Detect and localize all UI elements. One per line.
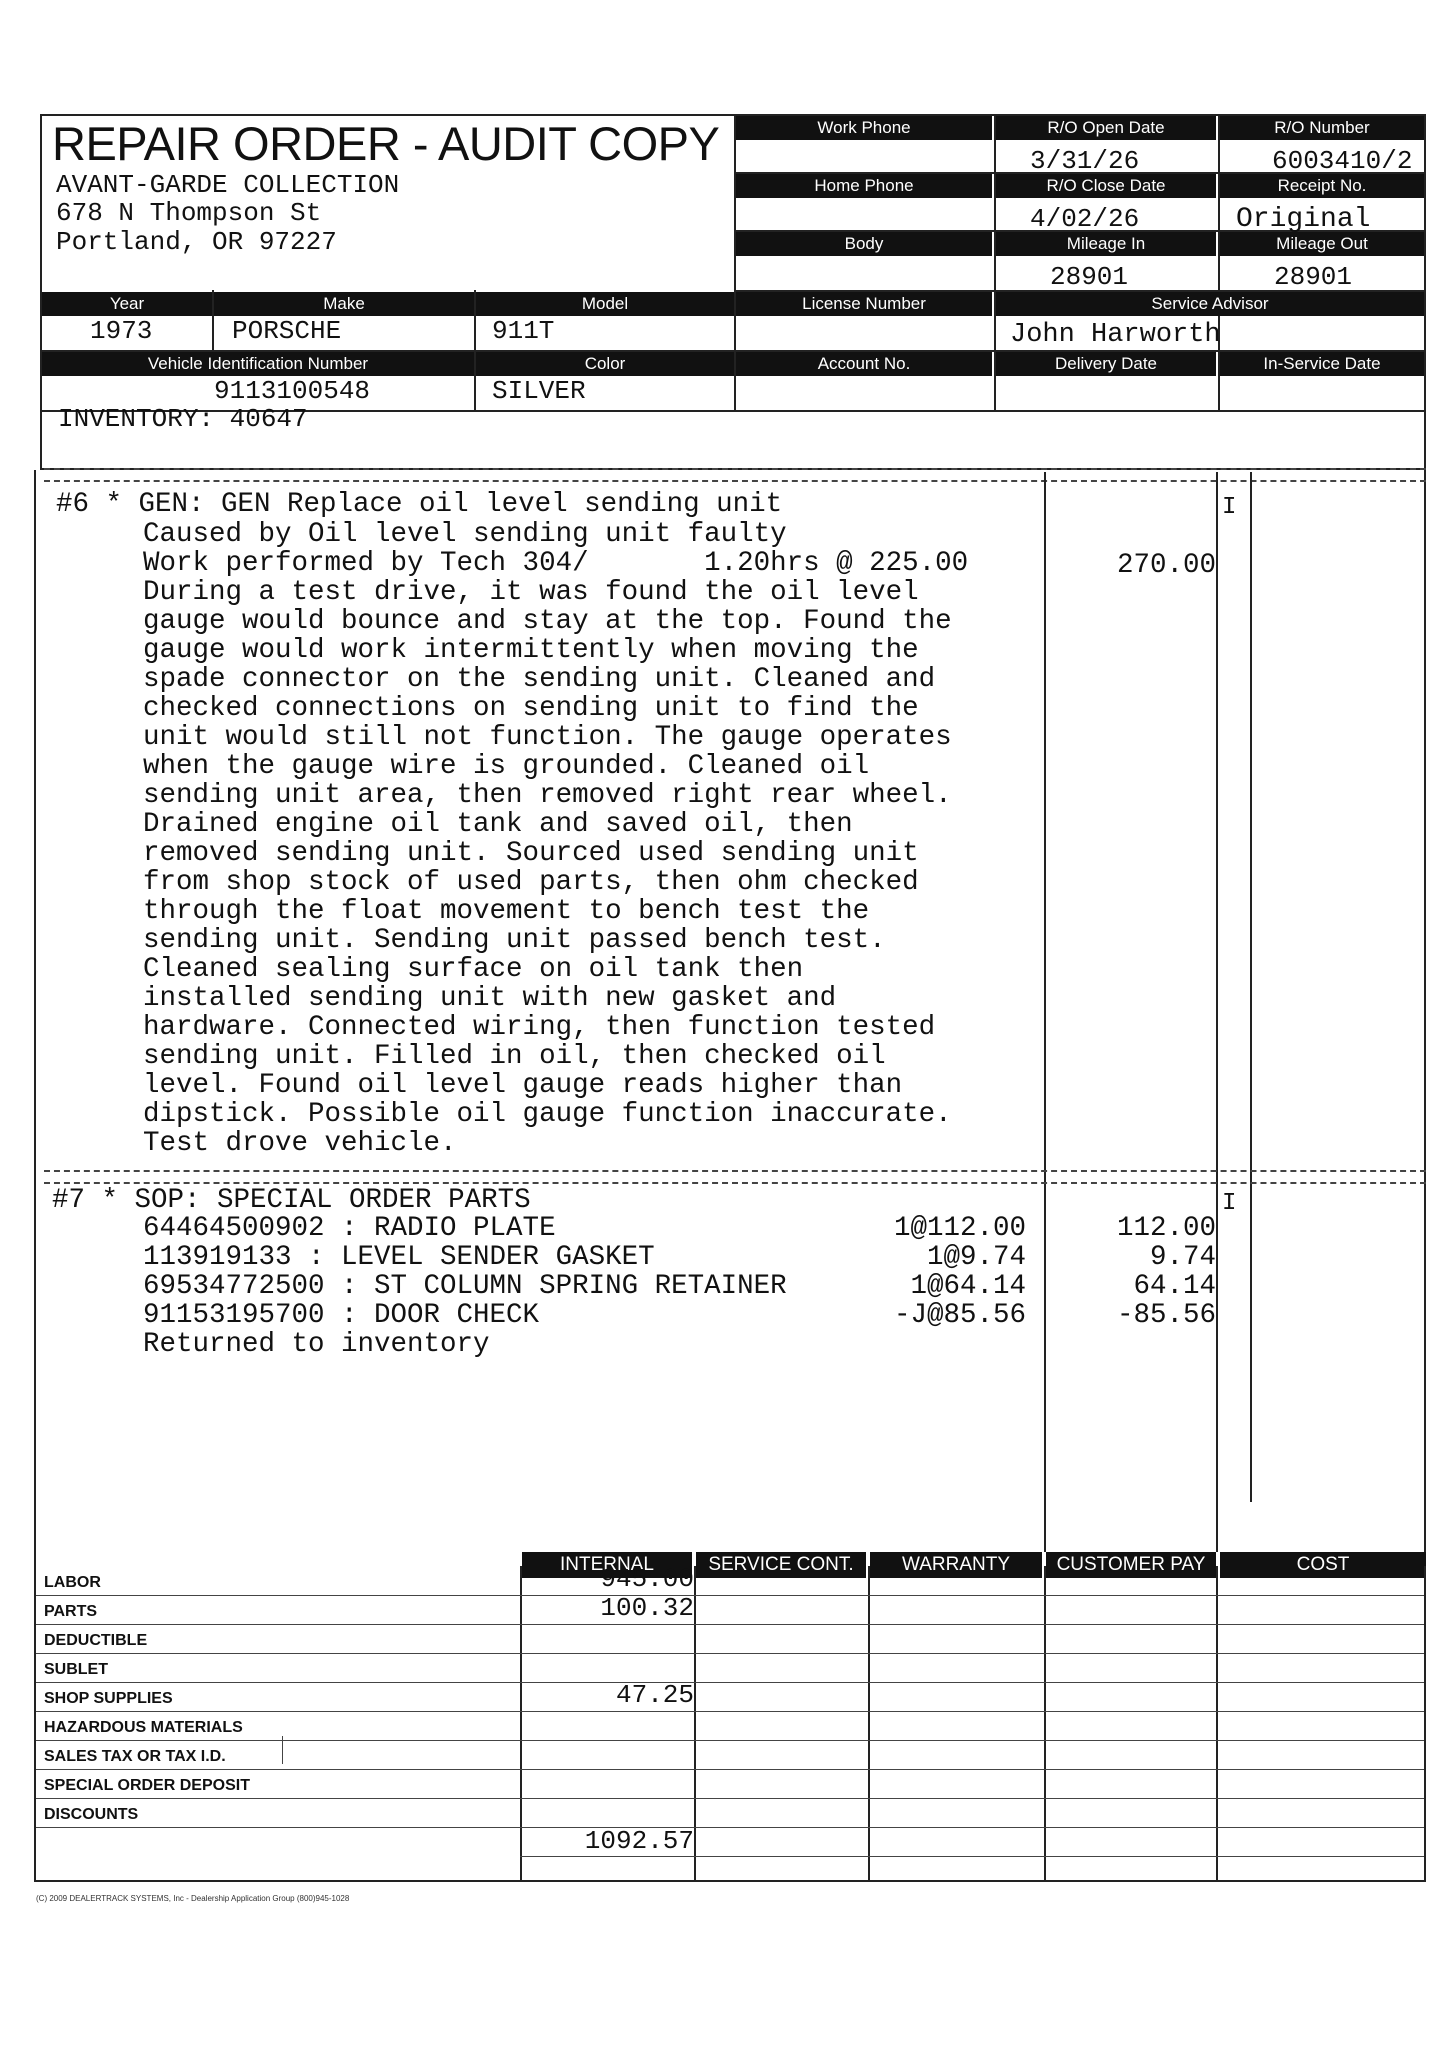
line6-text-line: when the gauge wire is grounded. Cleaned oil (143, 751, 870, 782)
dealer-city: Portland, OR 97227 (56, 227, 337, 257)
col-warranty: WARRANTY (870, 1552, 1042, 1578)
open-date-label: R/O Open Date (996, 116, 1216, 140)
open-date: 3/31/26 (1030, 146, 1140, 176)
color-label: Color (476, 352, 734, 376)
line7-flag: I (1222, 1190, 1237, 1217)
line6-text-line: sending unit. Sending unit passed bench test. (143, 925, 886, 956)
line6-flag: I (1222, 494, 1237, 521)
line7-note: Returned to inventory (143, 1329, 490, 1360)
line6-text-line: removed sending unit. Sourced used sending unit (143, 838, 919, 869)
totals-row-label: LABOR (44, 1574, 101, 1591)
part-amount: -85.56 (1116, 1300, 1216, 1331)
line6-text-line: gauge would work intermittently when moving the (143, 635, 919, 666)
close-date: 4/02/26 (1030, 204, 1140, 234)
totals-row-internal: 100.32 (600, 1593, 694, 1623)
license-label: License Number (736, 292, 992, 316)
totals-row-label: PARTS (44, 1603, 98, 1620)
work-phone-label: Work Phone (736, 116, 992, 140)
mileage-in-label: Mileage In (996, 232, 1216, 256)
totals-row-label: DISCOUNTS (44, 1806, 139, 1823)
totals-row-label: SPECIAL ORDER DEPOSIT (44, 1777, 250, 1794)
receipt-label: Receipt No. (1220, 174, 1424, 198)
home-phone-label: Home Phone (736, 174, 992, 198)
line6-text-line: dipstick. Possible oil gauge function inaccurate. (143, 1099, 952, 1130)
part-qty-price: 1@9.74 (926, 1242, 1026, 1273)
make-label: Make (214, 292, 474, 316)
line6-text-line: spade connector on the sending unit. Cleaned and (143, 664, 936, 695)
in-service-label: In-Service Date (1220, 352, 1424, 376)
model-label: Model (476, 292, 734, 316)
line6-text-line: sending unit area, then removed right rear wheel. (143, 780, 952, 811)
col-service-cont: SERVICE CONT. (696, 1552, 866, 1578)
dealer-street: 678 N Thompson St (56, 198, 322, 228)
part-amount: 64.14 (1133, 1271, 1216, 1302)
ro-number-label: R/O Number (1220, 116, 1424, 140)
part-description: 64464500902 : RADIO PLATE (143, 1213, 556, 1244)
line6-text-line: Work performed by Tech 304/ 1.20hrs @ 225.00 (143, 548, 969, 579)
line6-text-line: checked connections on sending unit to find the (143, 693, 919, 724)
line6-text-line: hardware. Connected wiring, then function tested (143, 1012, 936, 1043)
totals-row-label: SHOP SUPPLIES (44, 1690, 173, 1707)
part-amount: 9.74 (1149, 1242, 1216, 1273)
line6-text-line: Caused by Oil level sending unit faulty (143, 519, 787, 550)
delivery-label: Delivery Date (996, 352, 1216, 376)
line6-text-line: Test drove vehicle. (143, 1128, 457, 1159)
line6-text-line: gauge would bounce and stay at the top. Found the (143, 606, 952, 637)
mileage-out: 28901 (1274, 262, 1353, 292)
part-qty-price: 1@112.00 (893, 1213, 1026, 1244)
part-qty-price: -J@85.56 (893, 1300, 1026, 1331)
mileage-out-label: Mileage Out (1220, 232, 1424, 256)
part-description: 91153195700 : DOOR CHECK (143, 1300, 540, 1331)
totals-row-label: DEDUCTIBLE (44, 1632, 148, 1649)
dealer-name: AVANT-GARDE COLLECTION (56, 170, 400, 200)
vin: 9113100548 (214, 376, 371, 406)
line6-text-line: Cleaned sealing surface on oil tank then (143, 954, 804, 985)
line6-text-line: sending unit. Filled in oil, then checked oil (143, 1041, 886, 1072)
totals-row-label: SALES TAX OR TAX I.D. (44, 1748, 226, 1765)
line6-text-line: level. Found oil level gauge reads higher than (143, 1070, 903, 1101)
totals-row-label: HAZARDOUS MATERIALS (44, 1719, 243, 1736)
advisor-label: Service Advisor (996, 292, 1424, 316)
line6-text-line: installed sending unit with new gasket and (143, 983, 837, 1014)
vin-label: Vehicle Identification Number (42, 352, 474, 376)
inventory: INVENTORY: 40647 (58, 404, 308, 434)
col-cost: COST (1220, 1552, 1426, 1578)
part-description: 113919133 : LEVEL SENDER GASKET (143, 1242, 655, 1273)
line6-title: #6 * GEN: GEN Replace oil level sending unit (56, 489, 783, 520)
part-description: 69534772500 : ST COLUMN SPRING RETAINER (143, 1271, 787, 1302)
close-date-label: R/O Close Date (996, 174, 1216, 198)
totals-row-internal: 47.25 (615, 1680, 694, 1710)
receipt: Original (1236, 204, 1371, 235)
vehicle-color: SILVER (492, 376, 586, 406)
line6-amount: 270.00 (1116, 550, 1216, 581)
page-title: REPAIR ORDER - AUDIT COPY (52, 117, 720, 170)
grand-total: 1092.57 (584, 1826, 694, 1856)
line6-text-line: from shop stock of used parts, then ohm checked (143, 867, 919, 898)
copyright-footer: (C) 2009 DEALERTRACK SYSTEMS, Inc - Dealership Application Group (800)945-1028 (36, 1894, 350, 1903)
totals-row-label: SUBLET (44, 1661, 108, 1678)
year-label: Year (42, 292, 212, 316)
vehicle-year: 1973 (90, 316, 153, 346)
service-advisor: John Harworth (1010, 320, 1221, 350)
line6-text-line: unit would still not function. The gauge operates (143, 722, 952, 753)
part-qty-price: 1@64.14 (910, 1271, 1026, 1302)
totals-row-internal: 945.00 (600, 1564, 694, 1594)
line7-title: #7 * SOP: SPECIAL ORDER PARTS (52, 1185, 531, 1216)
vehicle-make: PORSCHE (232, 316, 342, 346)
account-label: Account No. (736, 352, 992, 376)
line6-text-line: through the float movement to bench test the (143, 896, 870, 927)
body-label: Body (736, 232, 992, 256)
col-customer-pay: CUSTOMER PAY (1046, 1552, 1216, 1578)
vehicle-model: 911T (492, 316, 555, 346)
mileage-in: 28901 (1050, 262, 1129, 292)
line6-text-line: Drained engine oil tank and saved oil, then (143, 809, 853, 840)
part-amount: 112.00 (1116, 1213, 1216, 1244)
col-internal: INTERNAL (522, 1552, 692, 1578)
ro-number: 6003410/2 (1272, 146, 1413, 176)
line6-text-line: During a test drive, it was found the oil level (143, 577, 919, 608)
